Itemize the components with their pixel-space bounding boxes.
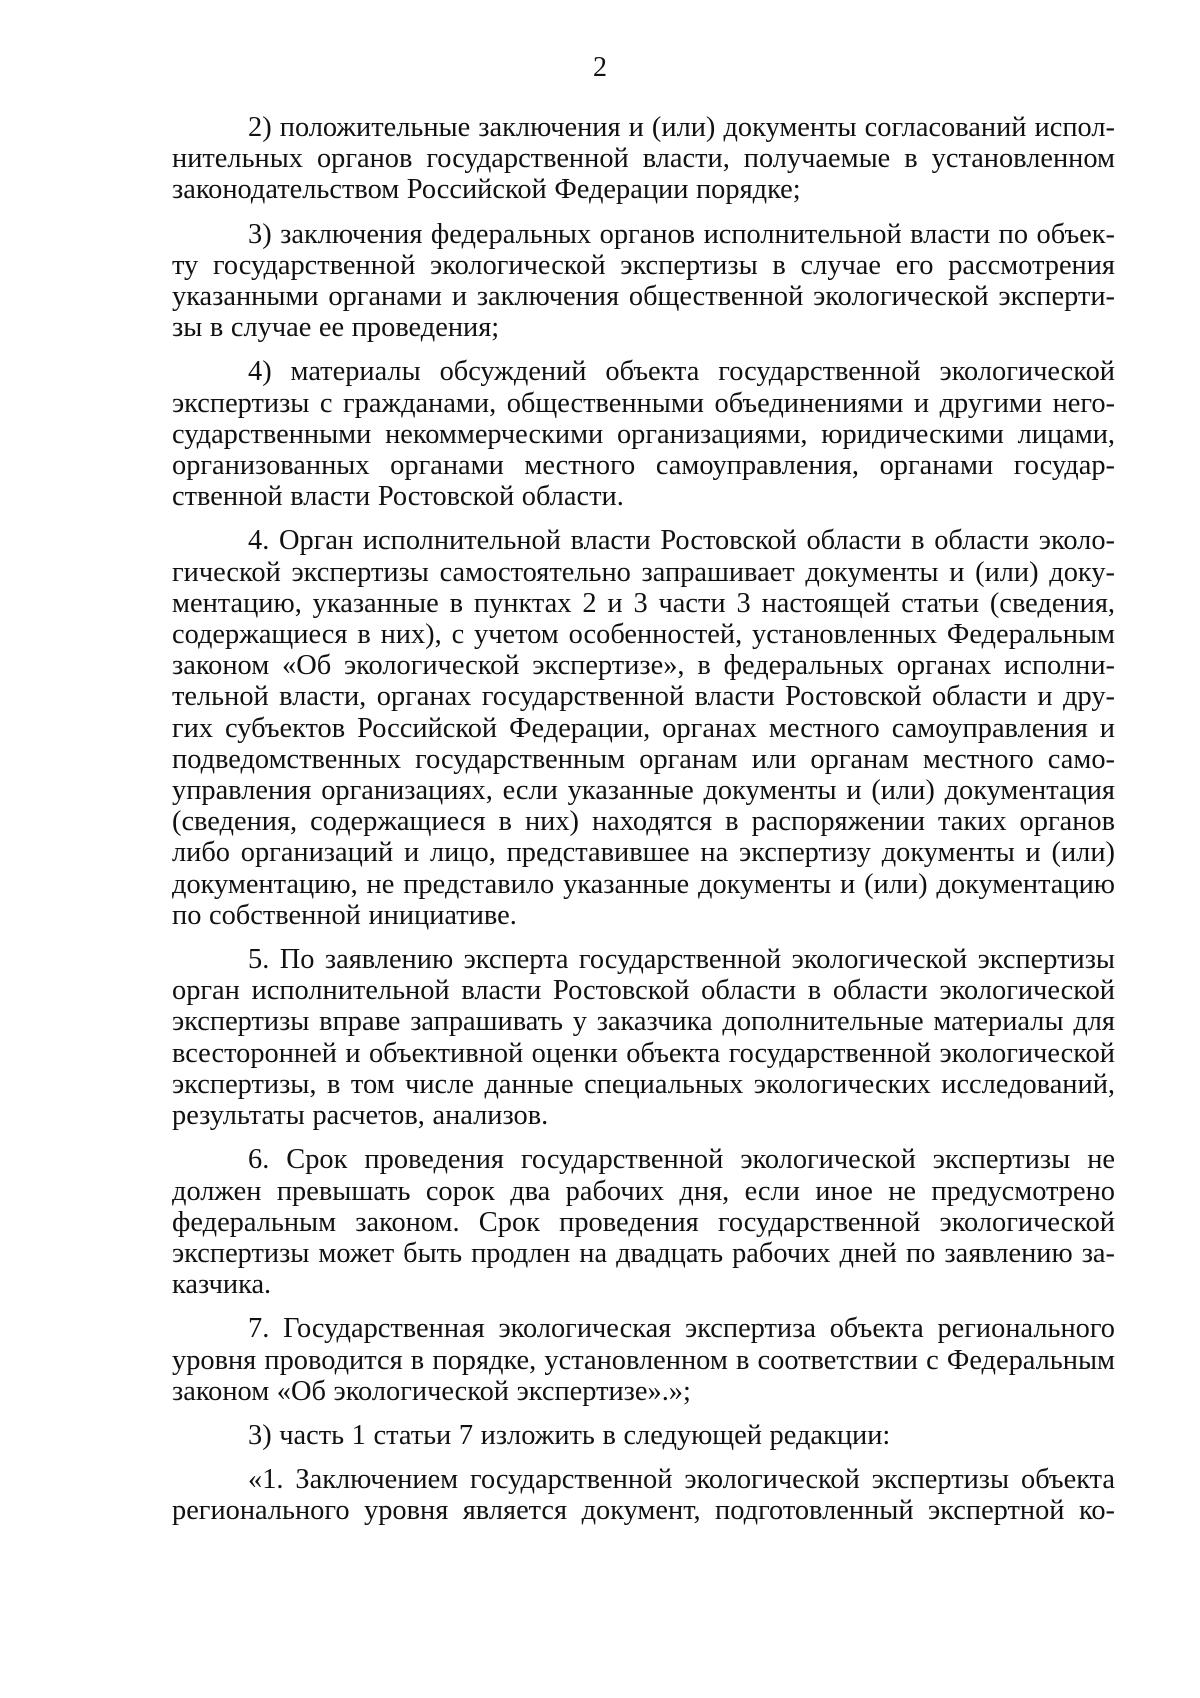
paragraph-part-7: 7. Государственная экологическая экспертиза объекта регионального уровня проводится в порядке, установленном в соответствии с Федеральным законом «Об экологической экспертизе».»; (172, 1313, 1115, 1407)
page-number: 2 (593, 52, 607, 83)
paragraph-item-3-amendment: 3) часть 1 статьи 7 изложить в следующей редакции: (248, 1419, 891, 1451)
paragraph-part-5: 5. По заявлению эксперта государственной экологической экспертизы орган исполнительной власти Ростовской области в области экологической экспертизы вправе запрашивать у заказчика дополнительные материалы для всесторонней и объективной оценки объекта государственной экологической экспертизы, в том числе данные специальных экологических исследований, результаты расчетов, анализов. (172, 944, 1115, 1132)
document-body (172, 112, 1115, 1540)
paragraph-item-2: 2) положительные заключения и (или) документы согласований исполнительных органов государственной власти, получаемые в установленном законодательством Российской Федерации порядке; (172, 112, 1115, 206)
paragraph-part-6: 6. Срок проведения государственной экологической экспертизы не должен превышать сорок два рабочих дня, если иное не предусмотрено федеральным законом. Срок проведения государственной экологической экспертизы может быть продлен на двадцать рабочих дней по заявлению заказчика. (172, 1144, 1115, 1301)
paragraph-quoted-part-1: «1. Заключением государственной экологической экспертизы объекта регионального уровня является документ, подготовленный экспертной ко- (172, 1464, 1115, 1527)
paragraph-item-4: 4) материалы обсуждений объекта государственной экологической экспертизы с гражданами, общественными объединениями и другими негосударственными некоммерческими организациями, юридическими лицами, организованных органами местного самоуправления, органами государственной власти Ростовской области. (172, 356, 1115, 513)
paragraph-part-4: 4. Орган исполнительной власти Ростовской области в области экологической экспертизы самостоятельно запрашивает документы и (или) документацию, указанные в пунктах 2 и 3 части 3 настоящей статьи (сведения, содержащиеся в них), с учетом особенностей, установленных Федеральным законом «Об экологической экспертизе», в федеральных органах исполнительной власти, органах государственной власти Ростовской области и других субъектов Российской Федерации, органах местного самоуправления и подведомственных государственным органам или органам местного самоуправления организациях, если указанные документы и (или) документация (сведения, содержащиеся в них) находятся в распоряжении таких органов либо организаций и лицо, представившее на экспертизу документы и (или) документацию, не представило указанные документы и (или) документацию по собственной инициативе. (172, 525, 1115, 931)
paragraph-item-3: 3) заключения федеральных органов исполнительной власти по объекту государственной экологической экспертизы в случае его рассмотрения указанными органами и заключения общественной экологической экспертизы в случае ее проведения; (172, 218, 1115, 344)
